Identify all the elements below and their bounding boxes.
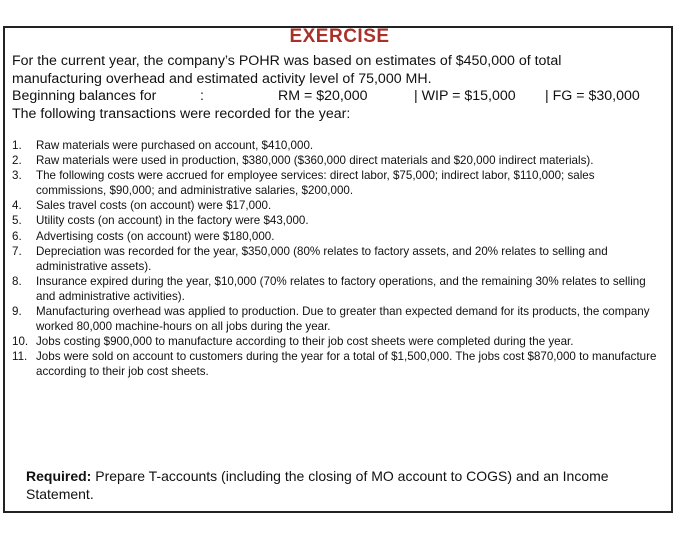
- transaction-number: 1.: [12, 139, 22, 152]
- transaction-text: Insurance expired during the year, $10,000 (70% relates to factory operations, and the remaining 30% relates to selling and administrative activities).: [36, 274, 646, 303]
- intro-text: [12, 53, 667, 123]
- balance-wip: | WIP = $15,000: [414, 88, 516, 104]
- intro-line-2: manufacturing overhead and estimated activity level of 75,000 MH.: [12, 70, 432, 87]
- transaction-text: Advertising costs (on account) were $180,000.: [36, 229, 275, 243]
- transaction-item: [12, 229, 662, 244]
- transaction-text: Jobs costing $900,000 to manufacture according to their job cost sheets were completed during the year.: [36, 335, 574, 349]
- beginning-balances: [12, 88, 667, 106]
- intro-line-1: For the current year, the company’s POHR was based on estimates of $450,000 of total: [12, 53, 562, 69]
- transaction-number: 4.: [12, 199, 22, 213]
- transaction-item: [12, 213, 662, 228]
- transaction-number: 3.: [12, 169, 22, 183]
- required-label: Required:: [26, 468, 92, 484]
- transaction-text: Manufacturing overhead was applied to production. Due to greater than expected demand for its products, the company worked 80,000 machine-hours on all jobs during the year.: [36, 305, 650, 334]
- transaction-item: [12, 274, 662, 304]
- transaction-number: 2.: [12, 154, 22, 168]
- required-instruction: [26, 467, 666, 503]
- transaction-number: 6.: [12, 229, 22, 243]
- balances-label: Beginning balances for: [12, 88, 157, 104]
- transaction-number: 8.: [12, 274, 22, 288]
- transaction-item: [12, 138, 662, 153]
- transaction-number: 11.: [12, 350, 28, 364]
- transaction-item: [12, 304, 662, 334]
- transaction-item: [12, 349, 662, 379]
- transaction-item: [12, 244, 662, 274]
- transaction-number: 9.: [12, 305, 22, 319]
- transaction-item: [12, 198, 662, 213]
- transaction-text: Raw materials were used in production, $380,000 ($360,000 direct materials and $20,000 indirect materials).: [36, 154, 594, 168]
- transaction-item: [12, 153, 662, 168]
- exercise-title: EXERCISE: [289, 26, 390, 47]
- transaction-text: The following costs were accrued for employee services: direct labor, $75,000; indirect labor, $110,000; sales commissions, $90,000; and administrative salaries, $200,000.: [36, 169, 595, 198]
- transaction-number: 10.: [12, 335, 29, 349]
- transactions-intro: The following transactions were recorded for the year:: [12, 105, 351, 122]
- transaction-text: Utility costs (on account) in the factory were $43,000.: [36, 214, 309, 228]
- transactions-list: [12, 138, 662, 380]
- transaction-text: Jobs were sold on account to customers during the year for a total of $1,500,000. The jobs cost $870,000 to manufacture according to their job cost sheets.: [36, 350, 657, 379]
- balance-rm: RM = $20,000: [278, 88, 368, 104]
- transaction-text: Sales travel costs (on account) were $17,000.: [36, 199, 272, 213]
- transaction-item: [12, 168, 662, 198]
- transaction-text: Depreciation was recorded for the year, $350,000 (80% relates to factory assets, and 20% relates to selling and administrative assets).: [36, 244, 608, 273]
- transaction-item: [12, 334, 662, 349]
- balances-colon: :: [200, 88, 204, 104]
- transaction-number: 5.: [12, 214, 22, 228]
- required-text: Prepare T-accounts (including the closing of MO account to COGS) and an Income Statement.: [26, 468, 609, 502]
- transaction-number: 7.: [12, 244, 22, 258]
- balance-fg: | FG = $30,000: [545, 88, 640, 104]
- transaction-text: Raw materials were purchased on account, $410,000.: [36, 139, 314, 152]
